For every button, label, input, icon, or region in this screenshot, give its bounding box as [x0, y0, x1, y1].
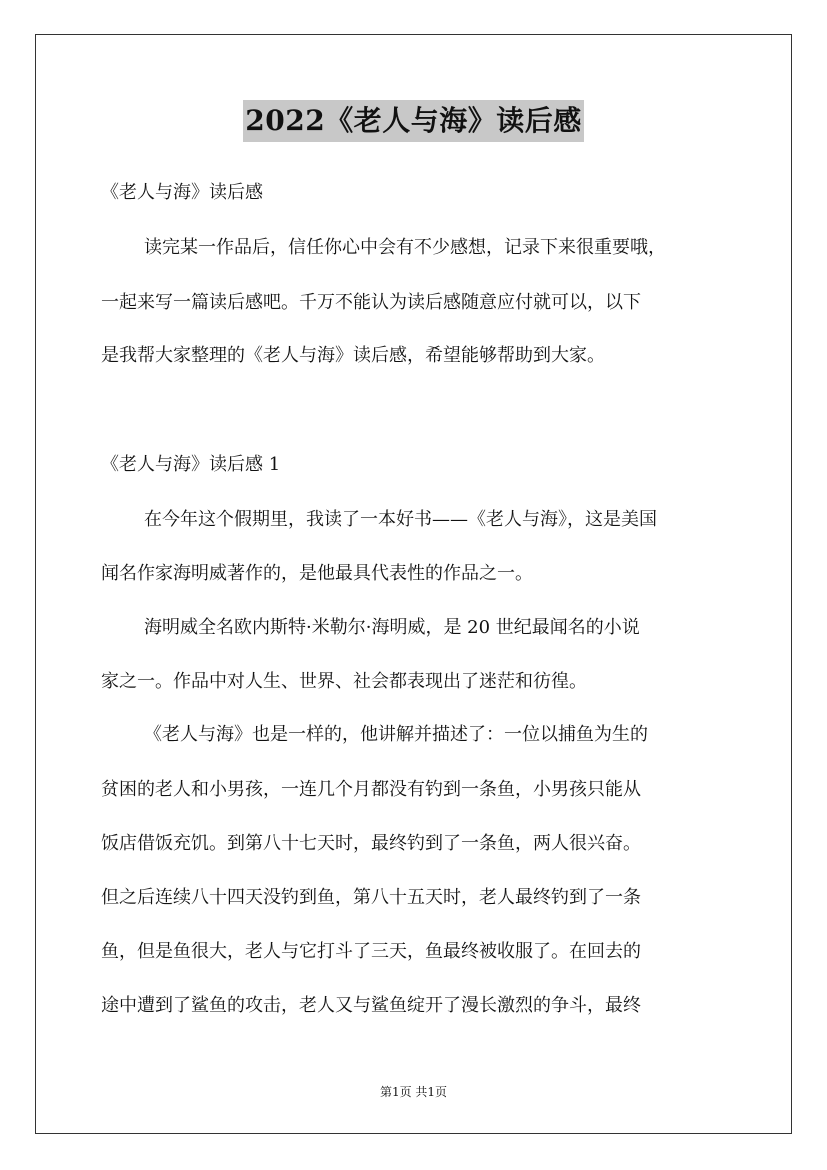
paragraph-line: 读完某一作品后，信任你心中会有不少感想，记录下来很重要哦， — [144, 237, 666, 258]
paragraph-line: 《老人与海》也是一样的，他讲解并描述了：一位以捕鱼为生的 — [144, 724, 648, 745]
paragraph-line: 饭店借饭充饥。到第八十七天时，最终钓到了一条鱼，两人很兴奋。 — [101, 833, 641, 854]
paragraph-line: 闻名作家海明威著作的，是他最具代表性的作品之一。 — [101, 563, 533, 584]
paragraph-line: 贫困的老人和小男孩，一连几个月都没有钓到一条鱼，小男孩只能从 — [101, 779, 641, 800]
section-heading: 《老人与海》读后感 — [101, 182, 263, 203]
paragraph-line: 家之一。作品中对人生、世界、社会都表现出了迷茫和彷徨。 — [101, 671, 587, 692]
page-footer: 第1页 共1页 — [379, 1085, 448, 1099]
paragraph-line: 途中遭到了鲨鱼的攻击，老人又与鲨鱼绽开了漫长激烈的争斗，最终 — [101, 995, 641, 1016]
section-heading: 《老人与海》读后感 1 — [101, 454, 281, 475]
document-title: 2022《老人与海》读后感 — [243, 100, 583, 142]
title-container — [0, 100, 827, 142]
paragraph-line: 是我帮大家整理的《老人与海》读后感，希望能够帮助到大家。 — [101, 345, 605, 366]
paragraph-line: 鱼，但是鱼很大，老人与它打斗了三天，鱼最终被收服了。在回去的 — [101, 941, 641, 962]
paragraph-line: 但之后连续八十四天没钓到鱼，第八十五天时，老人最终钓到了一条 — [101, 887, 641, 908]
paragraph-line: 一起来写一篇读后感吧。千万不能认为读后感随意应付就可以，以下 — [101, 292, 641, 313]
paragraph-line: 在今年这个假期里，我读了一本好书——《老人与海》，这是美国 — [144, 509, 657, 530]
paragraph-line: 海明威全名欧内斯特·米勒尔·海明威，是 20 世纪最闻名的小说 — [144, 617, 640, 638]
